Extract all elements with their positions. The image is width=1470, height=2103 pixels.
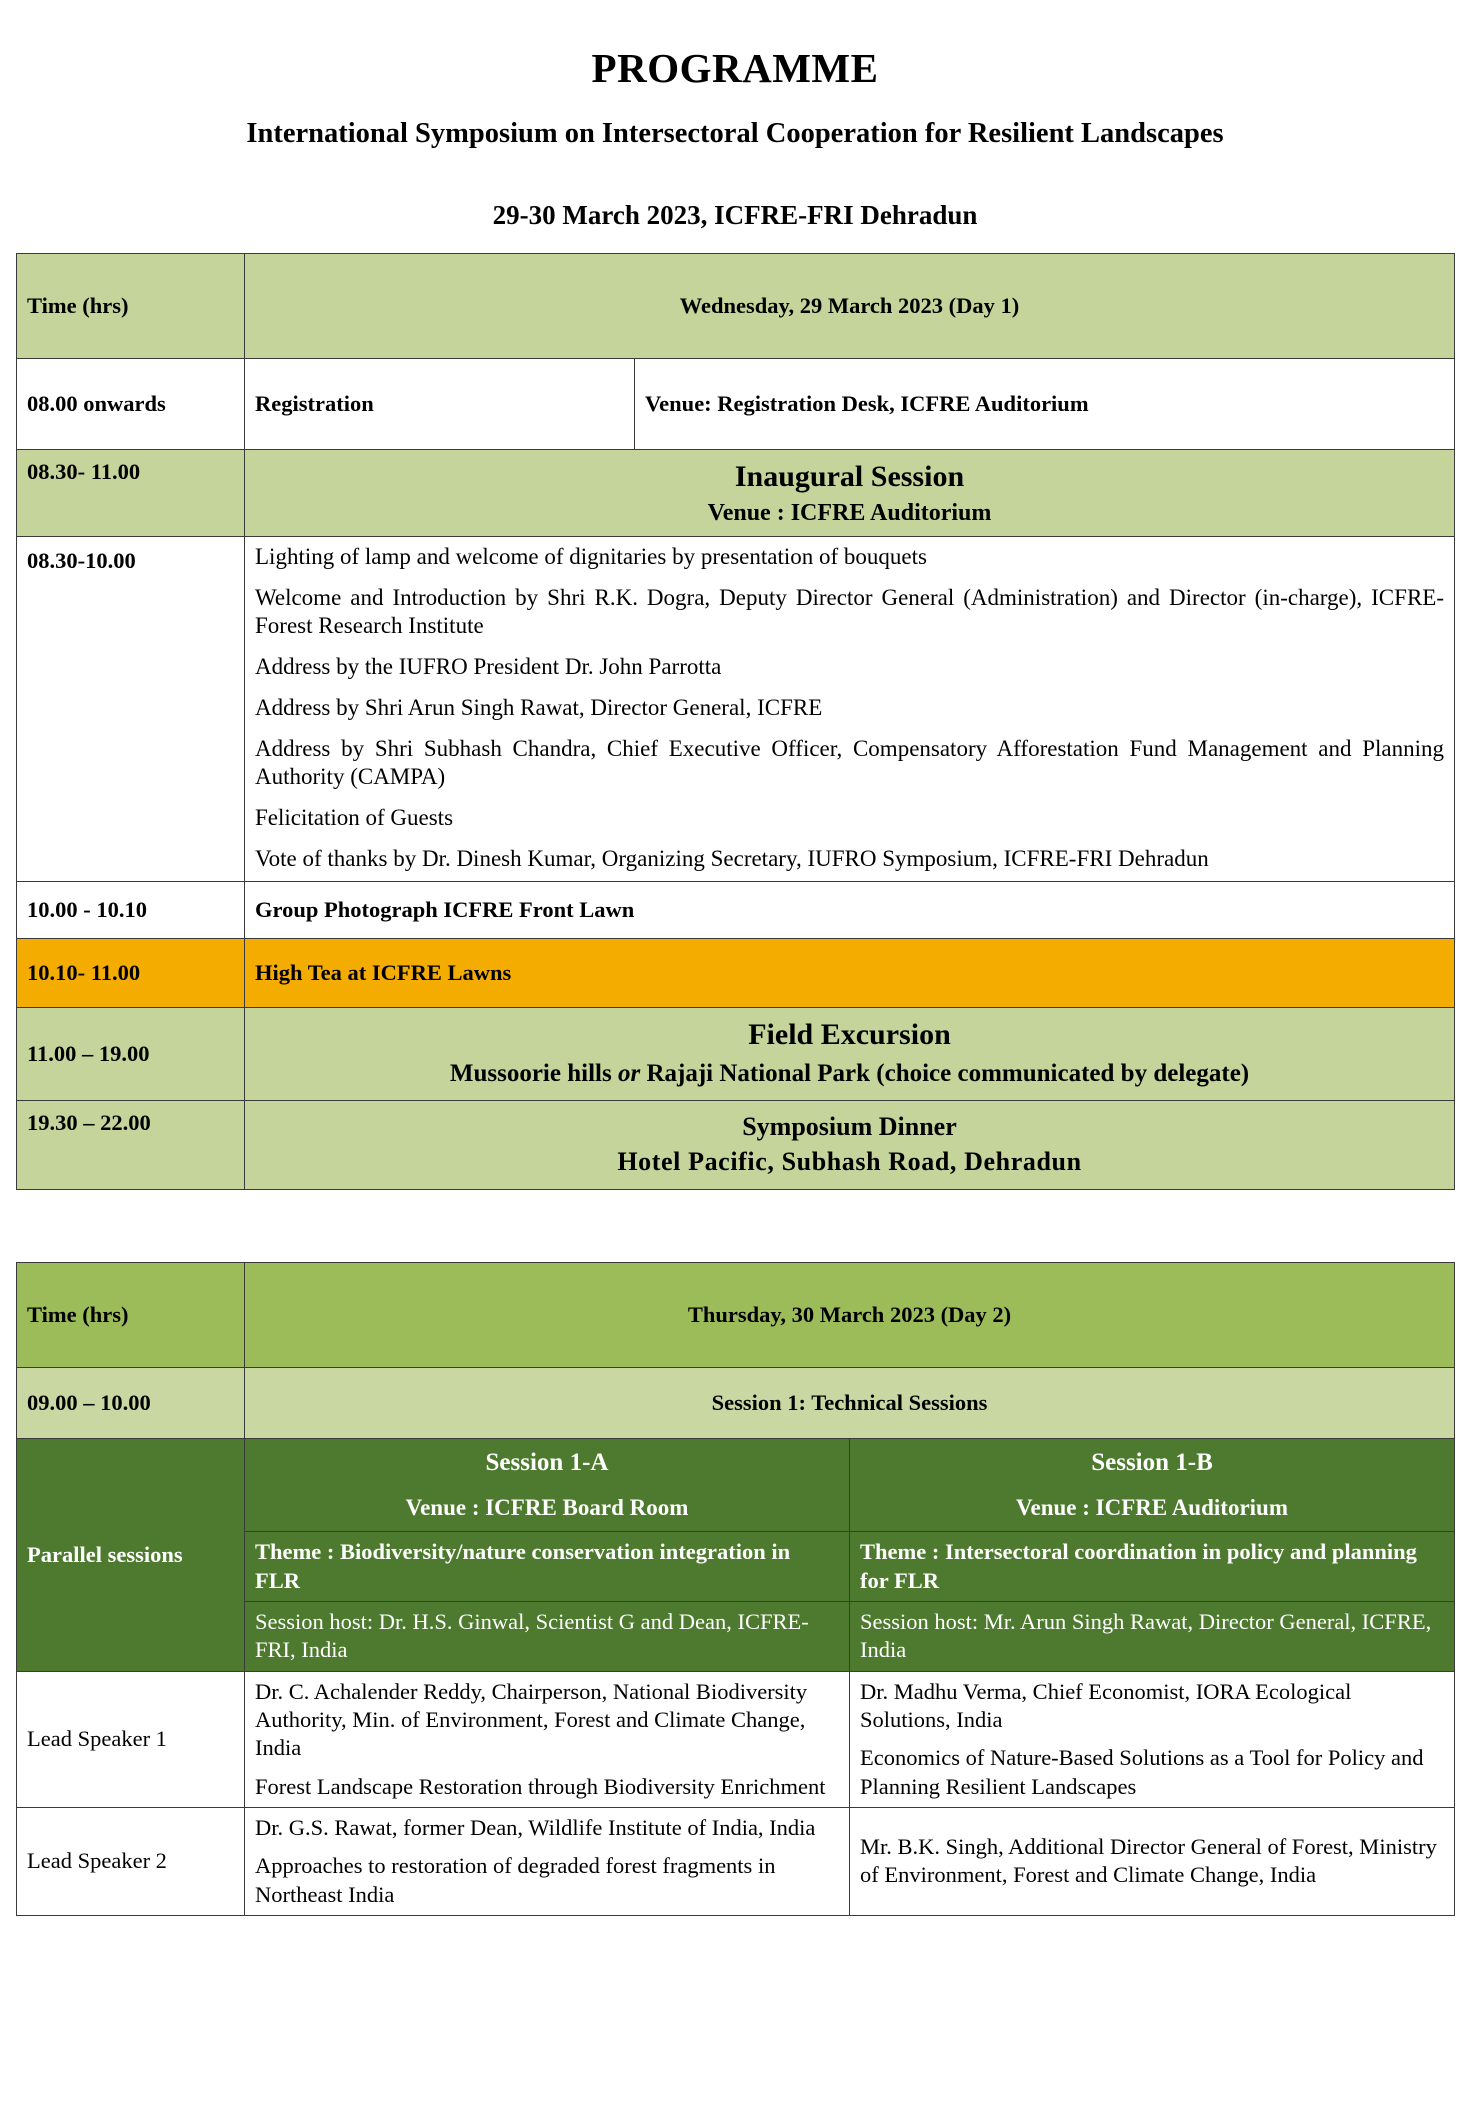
high-tea-row — [17, 939, 1455, 1008]
day1-schedule-table — [16, 253, 1455, 1190]
session-1a-block — [245, 1438, 850, 1531]
session-1b-host: Session host: Mr. Arun Singh Rawat, Director General, ICFRE, India — [850, 1601, 1455, 1671]
date-venue-line: 29-30 March 2023, ICFRE-FRI Dehradun — [492, 200, 978, 230]
day2-time-column-header: Time (hrs) — [17, 1262, 245, 1367]
excursion-detail-pre: Mussoorie hills — [449, 1060, 618, 1088]
group-photograph-row — [17, 882, 1455, 939]
group-photo-time: 10.00 - 10.10 — [17, 882, 245, 939]
inaugural-session-row — [17, 450, 1455, 537]
speaker-name: Dr. Madhu Verma, Chief Economist, IORA Ecological Solutions, India — [860, 1678, 1352, 1732]
agenda-item: Address by Shri Subhash Chandra, Chief Executive Officer, Compensatory Afforestation Fund Management and Planning Authority (CAMPA) — [255, 736, 1444, 790]
agenda-item: Welcome and Introduction by Shri R.K. Dogra, Deputy Director General (Administration) and Director (in-charge), ICFRE-Forest Research Institute — [255, 585, 1444, 639]
day1-day-header: Wednesday, 29 March 2023 (Day 1) — [245, 254, 1455, 359]
speaker-topic: Approaches to restoration of degraded forest fragments in Northeast India — [255, 1853, 776, 1907]
inaugural-session-block — [245, 450, 1455, 537]
speaker-name: Dr. C. Achalender Reddy, Chairperson, National Biodiversity Authority, Min. of Environment, Forest and Climate Change, India — [255, 1678, 808, 1761]
agenda-time: 08.30-10.00 — [17, 537, 245, 882]
session-1a-name: Session 1-A — [485, 1448, 609, 1476]
lead-speaker-1-row — [17, 1671, 1455, 1807]
speaker-topic: Forest Landscape Restoration through Biodiversity Enrichment — [255, 1773, 826, 1799]
excursion-detail-post: Rajaji National Park (choice communicated by delegate) — [640, 1060, 1250, 1088]
agenda-item: Vote of thanks by Dr. Dinesh Kumar, Organizing Secretary, IUFRO Symposium, ICFRE-FRI Dehradun — [255, 846, 1209, 872]
parallel-sessions-title-row — [17, 1438, 1455, 1531]
session-1a-venue: Venue : ICFRE Board Room — [405, 1495, 689, 1521]
inaugural-time: 08.30- 11.00 — [17, 450, 245, 537]
lead-speaker-1-label: Lead Speaker 1 — [17, 1671, 245, 1807]
session-1b-theme: Theme : Intersectoral coordination in policy and planning for FLR — [850, 1532, 1455, 1602]
speaker-name: Mr. B.K. Singh, Additional Director General of Forest, Ministry of Environment, Forest and Climate Change, India — [860, 1834, 1437, 1888]
table-separator — [16, 1190, 1454, 1262]
technical-sessions-row — [17, 1367, 1455, 1438]
agenda-item: Address by Shri Arun Singh Rawat, Director General, ICFRE — [255, 695, 823, 721]
inaugural-venue: Venue : ICFRE Auditorium — [707, 499, 992, 526]
page-subtitle: International Symposium on Intersectoral Cooperation for Resilient Landscapes — [246, 118, 1224, 149]
lead-speaker-2-session-a — [245, 1807, 850, 1915]
excursion-detail-or: or — [617, 1060, 641, 1088]
technical-time: 09.00 – 10.00 — [17, 1367, 245, 1438]
agenda-item: Felicitation of Guests — [255, 805, 454, 831]
high-tea-time: 10.10- 11.00 — [17, 939, 245, 1008]
dinner-title: Symposium Dinner — [742, 1112, 957, 1141]
page-title: PROGRAMME — [591, 45, 879, 91]
group-photo-activity: Group Photograph ICFRE Front Lawn — [245, 882, 1455, 939]
registration-venue: Venue: Registration Desk, ICFRE Auditorium — [635, 359, 1455, 450]
agenda-item: Address by the IUFRO President Dr. John Parrotta — [255, 654, 722, 680]
registration-time: 08.00 onwards — [17, 359, 245, 450]
session-1a-host: Session host: Dr. H.S. Ginwal, Scientist G and Dean, ICFRE-FRI, India — [245, 1601, 850, 1671]
dinner-time: 19.30 – 22.00 — [17, 1100, 245, 1189]
day2-schedule-table — [16, 1262, 1455, 1916]
day2-header-row — [17, 1262, 1455, 1367]
document-header — [16, 44, 1454, 231]
day1-header-row — [17, 254, 1455, 359]
lead-speaker-2-label: Lead Speaker 2 — [17, 1807, 245, 1915]
speaker-name: Dr. G.S. Rawat, former Dean, Wildlife Institute of India, India — [255, 1814, 816, 1840]
speaker-topic: Economics of Nature-Based Solutions as a Tool for Policy and Planning Resilient Landscapes — [860, 1745, 1424, 1799]
dinner-venue: Hotel Pacific, Subhash Road, Dehradun — [617, 1146, 1082, 1176]
symposium-dinner-row — [17, 1100, 1455, 1189]
parallel-sessions-label: Parallel sessions — [17, 1438, 245, 1671]
lead-speaker-2-session-b — [850, 1807, 1455, 1915]
registration-row — [17, 359, 1455, 450]
inaugural-title: Inaugural Session — [734, 460, 965, 493]
agenda-item: Lighting of lamp and welcome of dignitaries by presentation of bouquets — [255, 544, 927, 570]
session-1b-venue: Venue : ICFRE Auditorium — [1016, 1495, 1288, 1521]
session-1a-theme: Theme : Biodiversity/nature conservation integration in FLR — [245, 1532, 850, 1602]
technical-label: Session 1: Technical Sessions — [245, 1367, 1455, 1438]
inaugural-agenda-row — [17, 537, 1455, 882]
field-excursion-time: 11.00 – 19.00 — [17, 1008, 245, 1100]
dinner-block — [245, 1100, 1455, 1189]
registration-activity: Registration — [245, 359, 635, 450]
lead-speaker-1-session-b — [850, 1671, 1455, 1807]
lead-speaker-2-row — [17, 1807, 1455, 1915]
field-excursion-detail — [255, 1058, 1444, 1090]
day2-day-header: Thursday, 30 March 2023 (Day 2) — [245, 1262, 1455, 1367]
field-excursion-row — [17, 1008, 1455, 1100]
agenda-list — [245, 537, 1455, 882]
session-1b-name: Session 1-B — [1091, 1448, 1213, 1476]
field-excursion-title: Field Excursion — [748, 1018, 951, 1052]
session-1b-block — [850, 1438, 1455, 1531]
high-tea-activity: High Tea at ICFRE Lawns — [245, 939, 1455, 1008]
programme-page — [0, 44, 1470, 1916]
field-excursion-block — [245, 1008, 1455, 1100]
day1-time-column-header: Time (hrs) — [17, 254, 245, 359]
lead-speaker-1-session-a — [245, 1671, 850, 1807]
